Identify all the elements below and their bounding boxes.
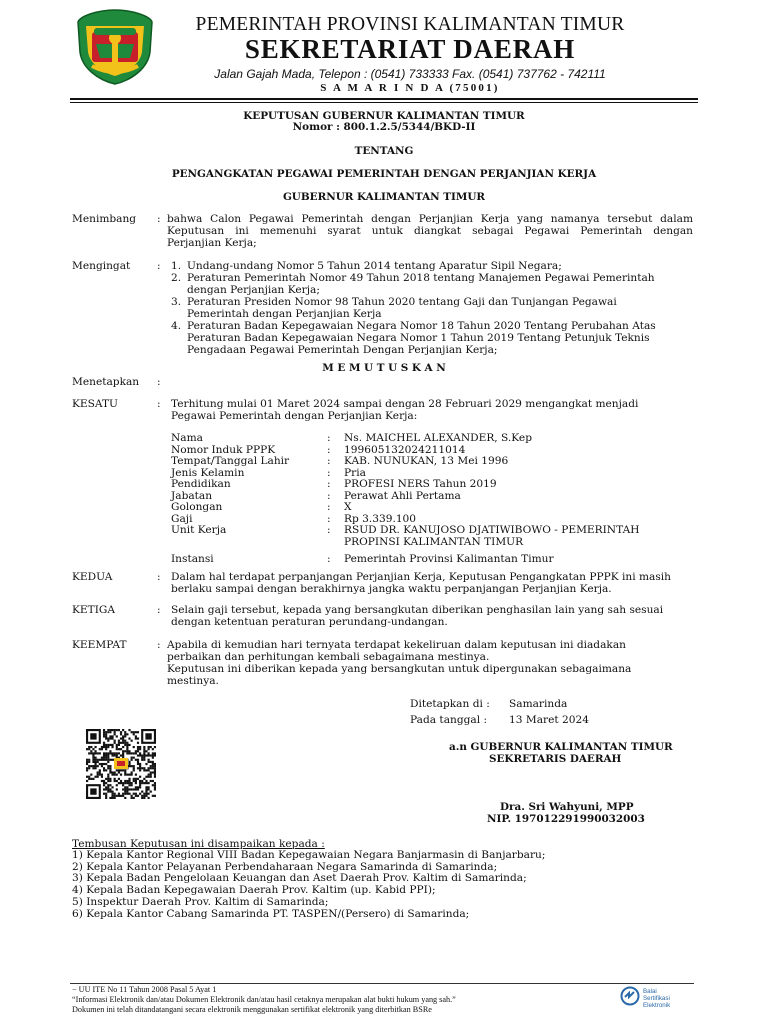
field-colon: : (327, 512, 331, 525)
menimbang-label: Menimbang (72, 213, 137, 225)
keempat-line: Keputusan ini diberikan kepada yang bersangkutan untuk dipergunakan sebagaimana (167, 663, 632, 675)
field-colon: : (327, 553, 331, 565)
field-value-line: RSUD DR. KANUJOSO DJATIWIBOWO - PEMERINTAH (344, 524, 640, 536)
keempat-label: KEEMPAT (72, 639, 127, 651)
field-value-line: PROPINSI KALIMANTAN TIMUR (344, 535, 524, 548)
memutuskan-heading: M E M U T U S K A N (322, 362, 446, 374)
table-row (171, 491, 639, 503)
on-behalf-line-1: a.n GUBERNUR KALIMANTAN TIMUR (449, 741, 673, 753)
table-row (171, 433, 639, 445)
tembusan-list (72, 850, 545, 920)
date-label: Pada tanggal : (410, 714, 488, 726)
footer-quote: “Informasi Elektronik dan/atau Dokumen Elektronik dan/atau hasil cetaknya merupakan alat bukti hukum yang sah.” (72, 995, 456, 1004)
field-value: Rp 3.339.100 (344, 512, 417, 525)
field-key: Nama (171, 432, 203, 444)
list-item: 4) Kepala Badan Kepegawaian Daerah Prov. Kaltim (up. Kabid PPI); (72, 884, 436, 897)
list-item: 2) Kepala Kantor Pelayanan Perbendaharaan Negara Samarinda di Samarinda; (72, 860, 498, 873)
employee-table (171, 433, 639, 566)
menimbang-line: Keputusan ini memenuhi syarat untuk diangkat sebagai Pegawai Pemerintah dengan (167, 225, 693, 237)
keempat-colon: : (157, 639, 161, 651)
decree-about: TENTANG (354, 145, 414, 157)
kedua-line: Dalam hal terdapat perpanjangan Perjanjian Kerja, Keputusan Pengangkatan PPPK ini masih (171, 571, 671, 583)
ketiga-label: KETIGA (72, 604, 116, 616)
signatory-nip: NIP. 197012291990032003 (487, 813, 645, 825)
mengingat-item-number: 3. (171, 296, 182, 308)
header-rule-thick (70, 98, 698, 100)
list-item: 1) Kepala Kantor Regional VIII Badan Kepegawaian Negara Banjarmasin di Banjarbaru; (72, 849, 546, 861)
mengingat-item (171, 296, 656, 320)
bsre-label-line: Elektronik (643, 1002, 671, 1009)
field-value: Ns. MAICHEL ALEXANDER, S.Kep (344, 432, 532, 444)
field-value: 199605132024211014 (344, 443, 466, 456)
mengingat-item-text: Peraturan Presiden Nomor 98 Tahun 2020 tentang Gaji dan Tunjangan Pegawai (187, 296, 617, 308)
table-row (171, 525, 639, 548)
mengingat-item-text: Pengadaan Pegawai Pemerintah Dengan Perjanjian Kerja; (187, 344, 498, 356)
tembusan-title: Tembusan Keputusan ini disampaikan kepada : (72, 838, 325, 850)
menimbang-text (167, 213, 693, 249)
mengingat-item (171, 260, 656, 272)
mengingat-item-text: Peraturan Pemerintah Nomor 49 Tahun 2018 tentang Manajemen Pegawai Pemerintah (187, 272, 655, 284)
header-rule-thin (70, 102, 698, 103)
field-value: Pemerintah Provinsi Kalimantan Timur (344, 553, 554, 565)
mengingat-item-number: 2. (171, 272, 182, 284)
field-colon: : (327, 501, 331, 513)
menetapkan-colon: : (157, 376, 161, 388)
decree-authority: GUBERNUR KALIMANTAN TIMUR (282, 191, 486, 203)
keempat-line: Apabila di kemudian hari ternyata terdapat kekeliruan dalam keputusan ini diadakan (167, 639, 626, 651)
place-value: Samarinda (509, 698, 568, 710)
kedua-text (171, 571, 671, 595)
field-key: Jabatan (171, 489, 213, 502)
mengingat-label: Mengingat (72, 260, 131, 272)
field-key: Gaji (171, 512, 193, 525)
footer-signed: Dokumen ini telah ditandatangani secara elektronik menggunakan sertifikat elektronik yang diterbitkan BSRe (72, 1005, 432, 1014)
field-colon: : (327, 443, 331, 456)
field-colon: : (327, 455, 331, 467)
keempat-text (167, 639, 631, 687)
mengingat-item-number: 4. (171, 320, 182, 332)
field-colon: : (327, 466, 331, 479)
mengingat-colon: : (157, 260, 161, 272)
field-value: KAB. NUNUKAN, 13 Mei 1996 (344, 455, 509, 467)
bsre-logo-icon (620, 986, 640, 1006)
mengingat-item-text: Pemerintah dengan Perjanjian Kerja (187, 308, 382, 320)
kalimantan-timur-emblem-icon (74, 8, 156, 86)
menimbang-line: Perjanjian Kerja; (167, 237, 257, 249)
decree-number: Nomor : 800.1.2.5/5344/BKD-II (292, 121, 476, 133)
field-key: Nomor Induk PPPK (171, 443, 276, 456)
field-value (344, 525, 639, 548)
ketiga-text (171, 604, 663, 628)
list-item: 3) Kepala Badan Pengelolaan Keuangan dan Aset Daerah Prov. Kaltim di Samarinda; (72, 872, 527, 885)
table-row (171, 479, 639, 491)
list-item: 5) Inspektur Daerah Prov. Kaltim di Samarinda; (72, 895, 329, 908)
keempat-line: perbaikan dan perhitungan kembali sebagaimana mestinya. (167, 651, 490, 663)
qr-code-icon (86, 729, 156, 799)
field-value: X (344, 501, 352, 513)
menetapkan-label: Menetapkan (72, 376, 140, 388)
bsre-label (643, 988, 670, 1009)
kesatu-label: KESATU (72, 398, 118, 410)
date-value: 13 Maret 2024 (509, 714, 589, 726)
footer-law: − UU ITE No 11 Tahun 2008 Pasal 5 Ayat 1 (72, 985, 217, 994)
field-key: Unit Kerja (171, 524, 227, 536)
office-name: SEKRETARIAT DAERAH (244, 34, 576, 64)
decree-subject: PENGANGKATAN PEGAWAI PEMERINTAH DENGAN PERJANJIAN KERJA (171, 168, 597, 180)
ketiga-line: dengan ketentuan peraturan perundang-undangan. (171, 616, 448, 628)
ketiga-line: Selain gaji tersebut, kepada yang bersangkutan diberikan penghasilan lain yang sah sesuai (171, 604, 664, 616)
mengingat-item-text: Peraturan Badan Kepegawaian Negara Nomor 1 Tahun 2019 Tentang Petunjuk Teknis (187, 332, 650, 344)
kesatu-text (171, 398, 638, 422)
field-colon: : (327, 524, 331, 536)
bsre-label-line: Balai (643, 988, 657, 995)
field-key: Jenis Kelamin (171, 466, 245, 479)
mengingat-item-text: Peraturan Badan Kepegawaian Negara Nomor 18 Tahun 2020 Tentang Perubahan Atas (187, 320, 656, 332)
mengingat-item-number: 1. (171, 260, 182, 272)
mengingat-item (171, 272, 656, 296)
employee-fields (171, 433, 639, 566)
office-city: S A M A R I N D A (75001) (320, 82, 500, 94)
kedua-label: KEDUA (72, 571, 113, 583)
mengingat-list (171, 260, 656, 356)
table-row (171, 456, 639, 468)
field-colon: : (327, 478, 331, 490)
province-name: PEMERINTAH PROVINSI KALIMANTAN TIMUR (195, 14, 625, 35)
field-key: Pendidikan (171, 478, 231, 490)
kesatu-line: Pegawai Pemerintah dengan Perjanjian Kerja: (171, 410, 418, 422)
mengingat-item-text: Undang-undang Nomor 5 Tahun 2014 tentang Aparatur Sipil Negara; (187, 260, 562, 272)
table-row (171, 548, 639, 566)
on-behalf-line-2: SEKRETARIS DAERAH (489, 753, 622, 765)
field-key: Golongan (171, 501, 223, 513)
ketiga-colon: : (157, 604, 161, 616)
kedua-colon: : (157, 571, 161, 583)
table-row (171, 502, 639, 514)
place-label: Ditetapkan di : (410, 698, 490, 710)
field-value: Pria (344, 466, 366, 479)
field-key: Instansi (171, 553, 214, 565)
kesatu-colon: : (157, 398, 161, 410)
field-value: PROFESI NERS Tahun 2019 (344, 478, 497, 490)
kesatu-line: Terhitung mulai 01 Maret 2024 sampai dengan 28 Februari 2029 mengangkat menjadi (171, 398, 639, 410)
signatory-name: Dra. Sri Wahyuni, MPP (500, 801, 634, 813)
mengingat-item (171, 320, 656, 356)
field-value: Perawat Ahli Pertama (344, 489, 461, 502)
kedua-line: berlaku sampai dengan berakhirnya jangka waktu perpanjangan Perjanjian Kerja. (171, 583, 612, 595)
footer-rule (70, 983, 694, 984)
menimbang-colon: : (157, 213, 161, 225)
decree-title: KEPUTUSAN GUBERNUR KALIMANTAN TIMUR (243, 110, 525, 122)
mengingat-item-text: dengan Perjanjian Kerja; (187, 284, 320, 296)
list-item: 6) Kepala Kantor Cabang Samarinda PT. TASPEN/(Persero) di Samarinda; (72, 907, 470, 920)
bsre-label-line: Sertifikasi (643, 995, 670, 1002)
field-colon: : (327, 432, 331, 444)
field-colon: : (327, 489, 331, 502)
office-address: Jalan Gajah Mada, Telepon : (0541) 733333 Fax. (0541) 737762 - 742111 (214, 67, 606, 81)
field-key: Tempat/Tanggal Lahir (171, 455, 290, 467)
menimbang-line: bahwa Calon Pegawai Pemerintah dengan Perjanjian Kerja yang namanya tersebut dalam (167, 213, 693, 225)
keempat-line: mestinya. (167, 675, 219, 687)
